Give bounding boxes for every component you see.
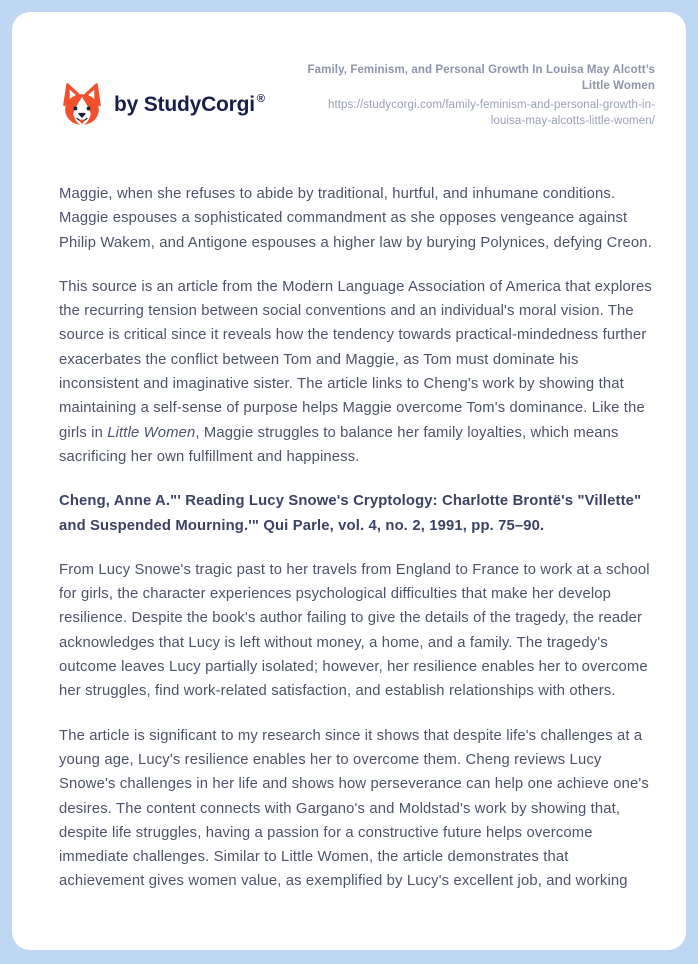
body-paragraph bbox=[59, 558, 655, 704]
paragraph-text: Maggie, when she refuses to abide by traditional, hurtful, and inhumane conditions. Maggie espouses a sophisticated commandment as she opposes vengeance against Philip Wakem, and Antigone espouses a higher law by burying Polynices, defying Creon. bbox=[59, 186, 652, 251]
citation-paragraph bbox=[59, 489, 655, 538]
document-card bbox=[12, 12, 686, 950]
paragraph-text: Cheng, Anne A."' Reading Lucy Snowe's Cryptology: Charlotte Brontë's "Villette" and Suspended Mourning.'" Qui Parle, vol. 4, no. 2, 1991, pp. 75–90. bbox=[59, 493, 642, 534]
italic-text: Little Women bbox=[107, 424, 196, 441]
registered-trademark: ® bbox=[256, 93, 265, 105]
document-header bbox=[59, 62, 655, 132]
paragraph-text: The article is significant to my research since it shows that despite life's challenges at a young age, Lucy's resilience enables her to overcome them. Cheng reviews Lucy Snowe's challenges in her life and shows how perseverance can help one achieve one's desires. The content connects with Gargano's and Moldstad's work by showing that, despite life struggles, having a passion for a constructive future helps overcome immediate challenges. Similar to Little Women, the article demonstrates that achievement gives women value, as exemplified by Lucy's excellent job, and working bbox=[59, 727, 649, 890]
document-url: https://studycorgi.com/family-feminism-and-personal-growth-in-louisa-may-alcotts-little-women/ bbox=[327, 99, 655, 127]
document-body bbox=[59, 182, 655, 894]
document-meta bbox=[307, 62, 655, 129]
paragraph-text: , Maggie struggles to balance her family loyalties, which means sacrificing her own fulfillment and happiness. bbox=[59, 424, 619, 465]
document-title: Family, Feminism, and Personal Growth In Louisa May Alcott’s Little Women bbox=[307, 64, 655, 92]
brand-text: by StudyCorgi ® bbox=[114, 93, 265, 116]
paragraph-text: This source is an article from the Modern Language Association of America that explores the recurring tension between social conventions and an individual's moral vision. The source is critical since it reveals how the tendency towards practical-mindedness further exacerbates the conflict between Tom and Maggie, as Tom must dominate his inconsistent and imaginative sister. The article links to Cheng's work by showing that maintaining a self-sense of purpose helps Maggie overcome Tom's dominance. Like the girls in bbox=[59, 278, 652, 441]
corgi-logo-icon bbox=[59, 78, 105, 132]
body-paragraph bbox=[59, 182, 655, 255]
paragraph-text: From Lucy Snowe's tragic past to her travels from England to France to work at a school for girls, the character experiences psychological difficulties that make her develop resilience. Despite the book's author failing to give the details of the tragedy, the reader acknowledges that Lucy is left without money, a home, and a family. The tragedy's outcome leaves Lucy partially isolated; however, her resilience enables her to overcome her struggles, find work-related satisfaction, and establish relationships with others. bbox=[59, 561, 650, 700]
body-paragraph bbox=[59, 275, 655, 469]
studycorgi-logo bbox=[59, 78, 265, 132]
body-paragraph bbox=[59, 724, 655, 894]
